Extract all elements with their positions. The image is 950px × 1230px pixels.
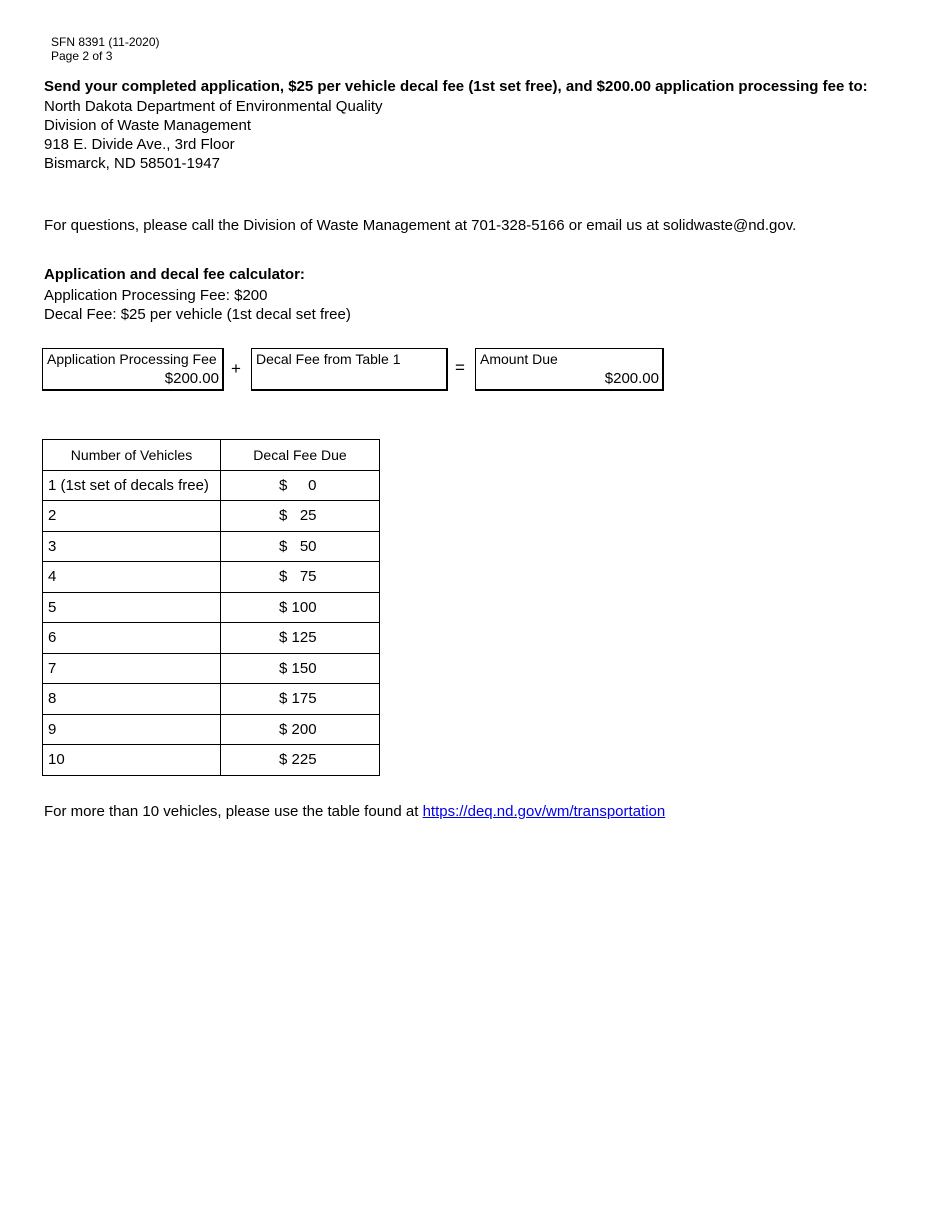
vehicles-cell: 4 bbox=[43, 562, 221, 593]
mailing-heading: Send your completed application, $25 per vehicle decal fee (1st set free), and $200.00 application processing fee to: bbox=[44, 78, 868, 95]
address-line: Division of Waste Management bbox=[44, 117, 252, 134]
vehicles-cell: 7 bbox=[43, 653, 221, 684]
amount-due-label: Amount Due bbox=[480, 351, 558, 367]
vehicles-cell: 5 bbox=[43, 592, 221, 623]
fee-cell bbox=[221, 501, 380, 532]
fee-cell bbox=[221, 745, 380, 776]
vehicles-cell: 1 (1st set of decals free) bbox=[43, 470, 221, 501]
vehicles-cell: 9 bbox=[43, 714, 221, 745]
table-row bbox=[43, 714, 380, 745]
decal-fee-label: Decal Fee from Table 1 bbox=[256, 351, 401, 367]
more-vehicles-note bbox=[44, 803, 665, 820]
fee-value: $ 175 bbox=[279, 690, 317, 708]
table-row bbox=[43, 501, 380, 532]
fee-value: $ 25 bbox=[279, 507, 317, 525]
amount-due-field[interactable] bbox=[475, 348, 664, 391]
fee-value: $ 200 bbox=[279, 720, 317, 738]
fee-cell bbox=[221, 470, 380, 501]
decal-fee-line: Decal Fee: $25 per vehicle (1st decal set free) bbox=[44, 306, 351, 323]
table-row bbox=[43, 470, 380, 501]
fee-calculator-info bbox=[44, 265, 351, 324]
decal-fee-table bbox=[42, 439, 380, 776]
fee-cell bbox=[221, 684, 380, 715]
plus-sign: + bbox=[231, 359, 241, 378]
transportation-link[interactable]: https://deq.nd.gov/wm/transportation bbox=[422, 803, 666, 820]
table-row bbox=[43, 623, 380, 654]
table-row bbox=[43, 562, 380, 593]
table-row bbox=[43, 745, 380, 776]
fee-cell bbox=[221, 562, 380, 593]
processing-fee-line: Application Processing Fee: $200 bbox=[44, 287, 268, 304]
table-row bbox=[43, 592, 380, 623]
form-header bbox=[51, 35, 160, 63]
processing-fee-label: Application Processing Fee bbox=[47, 351, 217, 367]
column-header-vehicles: Number of Vehicles bbox=[43, 440, 221, 471]
table-header-row bbox=[43, 440, 380, 471]
more-vehicles-text: For more than 10 vehicles, please use the table found at bbox=[44, 803, 423, 820]
table-row bbox=[43, 684, 380, 715]
column-header-fee: Decal Fee Due bbox=[221, 440, 380, 471]
address-line: North Dakota Department of Environmental Quality bbox=[44, 98, 383, 115]
table-row bbox=[43, 531, 380, 562]
vehicles-cell: 10 bbox=[43, 745, 221, 776]
amount-due-value: $200.00 bbox=[604, 370, 659, 387]
processing-fee-value: $200.00 bbox=[164, 370, 219, 387]
vehicles-cell: 8 bbox=[43, 684, 221, 715]
vehicles-cell: 6 bbox=[43, 623, 221, 654]
equals-sign: = bbox=[455, 358, 465, 377]
address-line: 918 E. Divide Ave., 3rd Floor bbox=[44, 136, 235, 153]
fee-value: $ 225 bbox=[279, 751, 317, 769]
fee-cell bbox=[221, 592, 380, 623]
fee-value: $ 0 bbox=[279, 476, 317, 494]
page-label: Page 2 of 3 bbox=[51, 49, 113, 63]
fee-cell bbox=[221, 623, 380, 654]
calculator-heading: Application and decal fee calculator: bbox=[44, 266, 305, 283]
fee-value: $ 75 bbox=[279, 568, 317, 586]
mailing-instructions bbox=[44, 77, 868, 173]
fee-cell bbox=[221, 714, 380, 745]
fee-value: $ 150 bbox=[279, 659, 317, 677]
fee-cell bbox=[221, 531, 380, 562]
fee-value: $ 100 bbox=[279, 598, 317, 616]
processing-fee-field[interactable] bbox=[42, 348, 224, 391]
vehicles-cell: 2 bbox=[43, 501, 221, 532]
fee-value: $ 125 bbox=[279, 629, 317, 647]
questions-text: For questions, please call the Division of Waste Management at 701-328-5166 or email us at solidwaste@nd.gov. bbox=[44, 217, 797, 234]
vehicles-cell: 3 bbox=[43, 531, 221, 562]
address-line: Bismarck, ND 58501-1947 bbox=[44, 155, 220, 172]
fee-cell bbox=[221, 653, 380, 684]
form-number: SFN 8391 (11-2020) bbox=[51, 35, 160, 49]
decal-fee-field[interactable] bbox=[251, 348, 448, 391]
fee-value: $ 50 bbox=[279, 537, 317, 555]
table-row bbox=[43, 653, 380, 684]
